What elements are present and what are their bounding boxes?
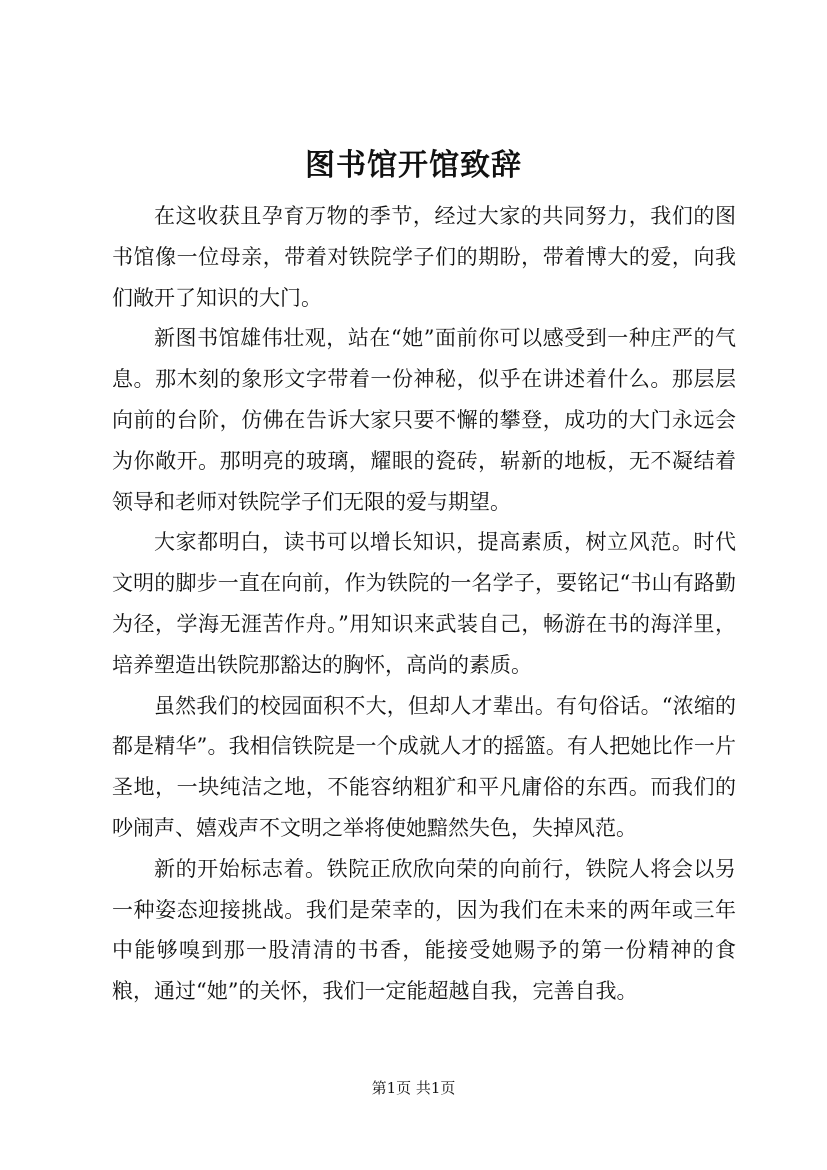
document-title: 图书馆开馆致辞 [305, 148, 522, 183]
paragraph-3: 大家都明白，读书可以增长知识，提高素质，树立风范。时代文明的脚步一直在向前，作为铁院的一名学子，要铭记“书山有路勤为径，学海无涯苦作舟。”用知识来武装自己，畅游在书的海洋里，培养塑造出铁院那豁达的胸怀，高尚的素质。 [112, 530, 736, 677]
paragraph-2: 新图书馆雄伟壮观，站在“她”面前你可以感受到一种庄严的气息。那木刻的象形文字带着一份神秘，似乎在讲述着什么。那层层向前的台阶，仿佛在告诉大家只要不懈的攀登，成功的大门永远会为你敞开。那明亮的玻璃，耀眼的瓷砖，崭新的地板，无不凝结着领导和老师对铁院学子们无限的爱与期望。 [112, 326, 736, 514]
page-footer: 第1页 共1页 [371, 1079, 456, 1097]
paragraph-4: 虽然我们的校园面积不大，但却人才辈出。有句俗话。“浓缩的都是精华”。我相信铁院是一个成就人才的摇篮。有人把她比作一片圣地，一块纯洁之地，不能容纳粗犷和平凡庸俗的东西。而我们的吵闹声、嬉戏声不文明之举将使她黯然失色，失掉风范。 [112, 693, 736, 840]
document-body [112, 196, 736, 1012]
paragraph-1: 在这收获且孕育万物的季节，经过大家的共同努力，我们的图书馆像一位母亲，带着对铁院学子们的期盼，带着博大的爱，向我们敞开了知识的大门。 [112, 204, 736, 310]
paragraph-5: 新的开始标志着。铁院正欣欣向荣的向前行，铁院人将会以另一种姿态迎接挑战。我们是荣幸的，因为我们在未来的两年或三年中能够嗅到那一股清清的书香，能接受她赐予的第一份精神的食粮，通过“她”的关怀，我们一定能超越自我，完善自我。 [112, 856, 736, 1004]
